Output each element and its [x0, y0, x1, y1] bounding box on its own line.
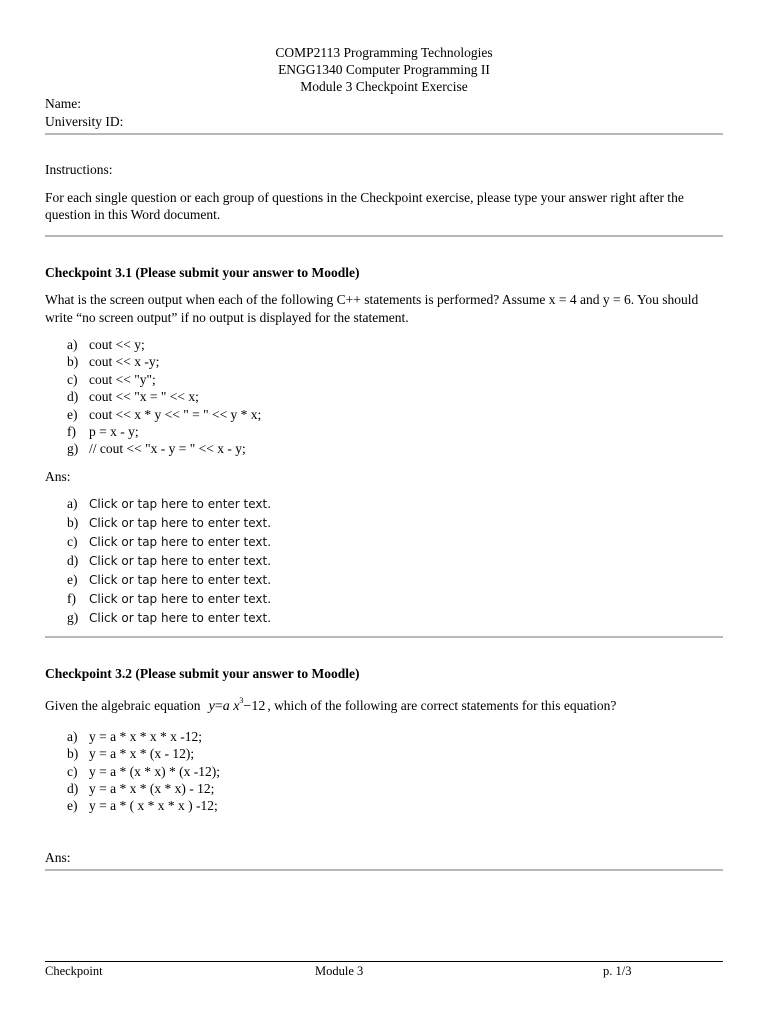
statement-item: [45, 440, 723, 457]
answer-item[interactable]: [45, 609, 723, 628]
page-footer: [45, 961, 723, 978]
eq-constant: 12: [251, 699, 266, 715]
statement-item: [45, 745, 723, 762]
statement-item: [45, 406, 723, 423]
answer-text-field[interactable]: Click or tap here to enter text.: [89, 516, 272, 531]
list-item-label: c): [67, 371, 78, 387]
document-page: [45, 44, 723, 871]
instructions-text: For each single question or each group of questions in the Checkpoint exercise, please type your answer right after the question in this Word document.: [45, 189, 684, 222]
answer-item[interactable]: [45, 495, 723, 514]
list-item-text: cout << y;: [89, 337, 145, 352]
footer-page-number: p. 1/3: [603, 964, 632, 978]
name-field[interactable]: Name:: [45, 96, 81, 111]
exercise-title: Module 3 Checkpoint Exercise: [300, 79, 468, 94]
question-text-end: , which of the following are correct statements for this equation?: [267, 698, 617, 714]
divider: [45, 869, 723, 871]
list-item-label: e): [67, 571, 78, 587]
list-item-label: b): [67, 515, 79, 531]
divider: [45, 133, 723, 135]
list-item-text: y = a * x * x * x -12;: [89, 728, 202, 744]
list-item-text: y = a * x * (x - 12);: [89, 746, 195, 762]
divider: [45, 235, 723, 237]
list-item-label: c): [67, 763, 78, 779]
list-item-text: p = x - y;: [89, 424, 139, 440]
footer-center: Module 3: [315, 964, 364, 978]
checkpoint-3-1-heading: Checkpoint 3.1 (Please submit your answer to Moodle): [45, 264, 360, 280]
checkpoint-3-1-statements: [45, 336, 723, 458]
eq-sign: =: [214, 699, 223, 715]
checkpoint-3-1-ans-label: Ans:: [45, 468, 71, 484]
answer-item[interactable]: [45, 533, 723, 552]
answer-item[interactable]: [45, 514, 723, 533]
list-item-label: f): [67, 424, 76, 440]
list-item-label: a): [67, 728, 78, 744]
eq-x: x: [233, 699, 240, 715]
checkpoint-3-2-statements: [45, 728, 723, 815]
instructions-title: Instructions:: [45, 162, 113, 177]
list-item-label: a): [67, 337, 78, 352]
list-item-label: g): [67, 441, 79, 457]
statement-item: [45, 423, 723, 440]
statement-item: [45, 388, 723, 405]
document-header: [45, 44, 723, 95]
answer-text-field[interactable]: Click or tap here to enter text.: [89, 535, 272, 550]
checkpoint-3-2-heading: Checkpoint 3.2 (Please submit your answer to Moodle): [45, 665, 360, 681]
eq-minus: −: [243, 699, 252, 715]
list-item-label: d): [67, 389, 79, 405]
list-item-label: c): [67, 534, 78, 550]
answer-item[interactable]: [45, 590, 723, 609]
checkpoint-3-2-ans-label: Ans:: [45, 849, 71, 865]
list-item-text: y = a * (x * x) * (x -12);: [89, 763, 220, 779]
statement-item: [45, 336, 723, 353]
statement-item: [45, 353, 723, 370]
answer-text-field[interactable]: Click or tap here to enter text.: [89, 591, 272, 606]
list-item-label: e): [67, 406, 78, 422]
checkpoint-3-1-question: What is the screen output when each of the following C++ statements is performed? Assume x = 4 and y = 6. You should write “no screen output” if no output is displayed for the statement.: [45, 292, 699, 325]
answer-item[interactable]: [45, 552, 723, 571]
list-item-label: e): [67, 798, 78, 814]
course-title-2: ENGG1340 Computer Programming II: [278, 62, 490, 77]
university-id-field[interactable]: University ID:: [45, 113, 124, 129]
list-item-label: b): [67, 354, 79, 370]
checkpoint-3-2-question: [45, 692, 723, 716]
answer-text-field[interactable]: Click or tap here to enter text.: [89, 610, 272, 625]
statement-item: [45, 371, 723, 388]
question-text-start: Given the algebraic equation: [45, 698, 201, 714]
checkpoint-3-1-answers: [45, 495, 723, 627]
list-item-text: cout << "x = " << x;: [89, 389, 199, 405]
list-item-text: cout << x -y;: [89, 354, 160, 370]
algebraic-equation: [208, 696, 266, 715]
list-item-label: g): [67, 609, 79, 625]
list-item-text: y = a * ( x * x * x ) -12;: [89, 798, 218, 814]
list-item-text: // cout << "x - y = " << x - y;: [89, 441, 246, 457]
eq-a: a: [222, 699, 230, 715]
answer-text-field[interactable]: Click or tap here to enter text.: [89, 497, 272, 512]
list-item-text: y = a * x * (x * x) - 12;: [89, 780, 215, 796]
list-item-text: cout << "y";: [89, 371, 156, 387]
list-item-label: f): [67, 590, 76, 606]
answer-item[interactable]: [45, 571, 723, 590]
footer-left: Checkpoint: [45, 964, 103, 978]
eq-lhs: y: [208, 699, 215, 715]
divider: [45, 636, 723, 638]
statement-item: [45, 763, 723, 780]
list-item-label: a): [67, 496, 78, 512]
statement-item: [45, 797, 723, 814]
list-item-text: cout << x * y << " = " << y * x;: [89, 406, 262, 422]
course-title-1: COMP2113 Programming Technologies: [275, 45, 493, 60]
answer-text-field[interactable]: Click or tap here to enter text.: [89, 572, 272, 587]
list-item-label: b): [67, 746, 79, 762]
answer-text-field[interactable]: Click or tap here to enter text.: [89, 554, 272, 569]
eq-exponent: 3: [239, 696, 244, 706]
list-item-label: d): [67, 780, 79, 796]
list-item-label: d): [67, 553, 79, 569]
statement-item: [45, 728, 723, 745]
statement-item: [45, 780, 723, 797]
